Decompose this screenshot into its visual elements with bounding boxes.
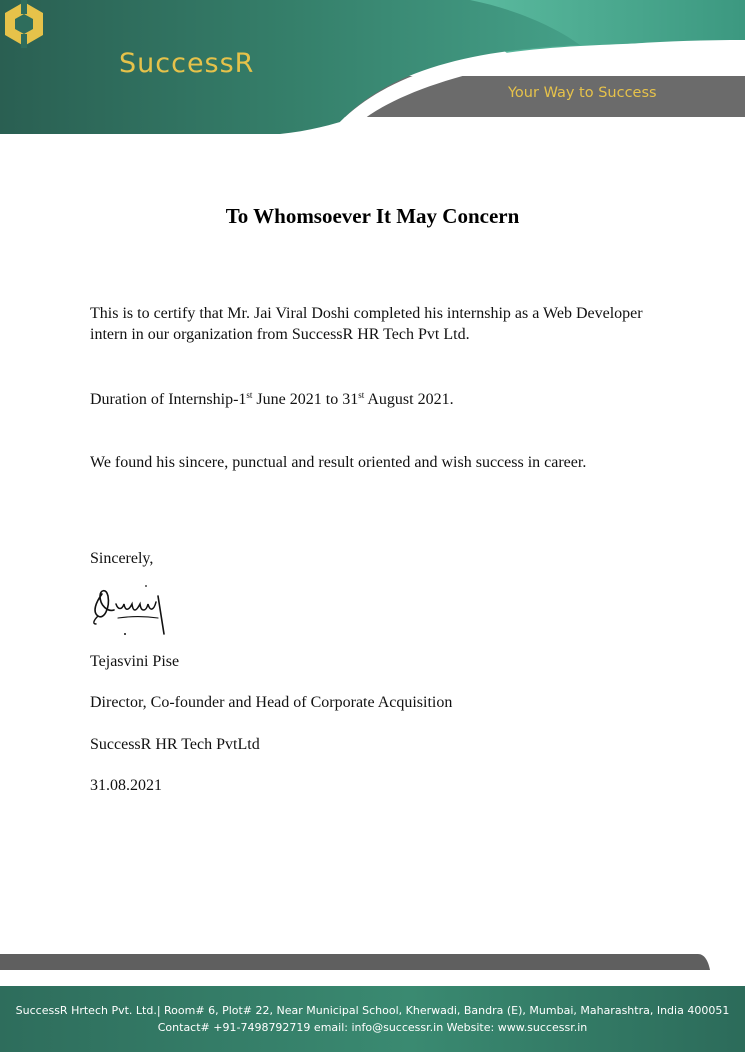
company-name: SuccessR HR Tech PvtLtd	[90, 736, 260, 753]
duration-sup-end: st	[358, 390, 365, 400]
header-banner-graphic	[0, 0, 745, 140]
remarks-paragraph: We found his sincere, punctual and result oriented and wish success in career.	[90, 454, 587, 471]
brand-name: SuccessR	[119, 48, 255, 79]
footer-contact: Contact# +91-7498792719 email: info@successr.in Website: www.successr.in	[157, 1021, 588, 1034]
brand-tagline: Your Way to Success	[508, 85, 657, 101]
certification-paragraph: This is to certify that Mr. Jai Viral Doshi completed his internship as a Web Developer intern in our organization from SuccessR HR Tech Pvt Ltd.	[90, 305, 643, 343]
footer-divider-bar	[0, 954, 745, 970]
successr-logo-icon	[0, 0, 48, 48]
letterhead-footer	[0, 986, 745, 1052]
duration-prefix: Duration of Internship-1	[90, 391, 247, 408]
internship-duration	[90, 389, 670, 410]
signatory-name: Tejasvini Pise	[90, 653, 180, 670]
letter-title: To Whomsoever It May Concern	[225, 204, 520, 228]
letter-date: 31.08.2021	[90, 777, 162, 794]
duration-suffix: August 2021.	[364, 391, 454, 408]
footer-address: SuccessR Hrtech Pvt. Ltd.| Room# 6, Plot# 22, Near Municipal School, Kherwadi, Bandra (E), Mumbai, Maharashtra, India 400051	[15, 1004, 730, 1017]
duration-middle: June 2021 to 31	[252, 391, 359, 408]
signatory-title: Director, Co-founder and Head of Corporate Acquisition	[90, 694, 453, 711]
handwritten-signature	[88, 582, 178, 640]
closing-salutation: Sincerely,	[90, 550, 154, 567]
duration-sup-start: st	[246, 390, 253, 400]
letterhead-header	[0, 0, 745, 140]
